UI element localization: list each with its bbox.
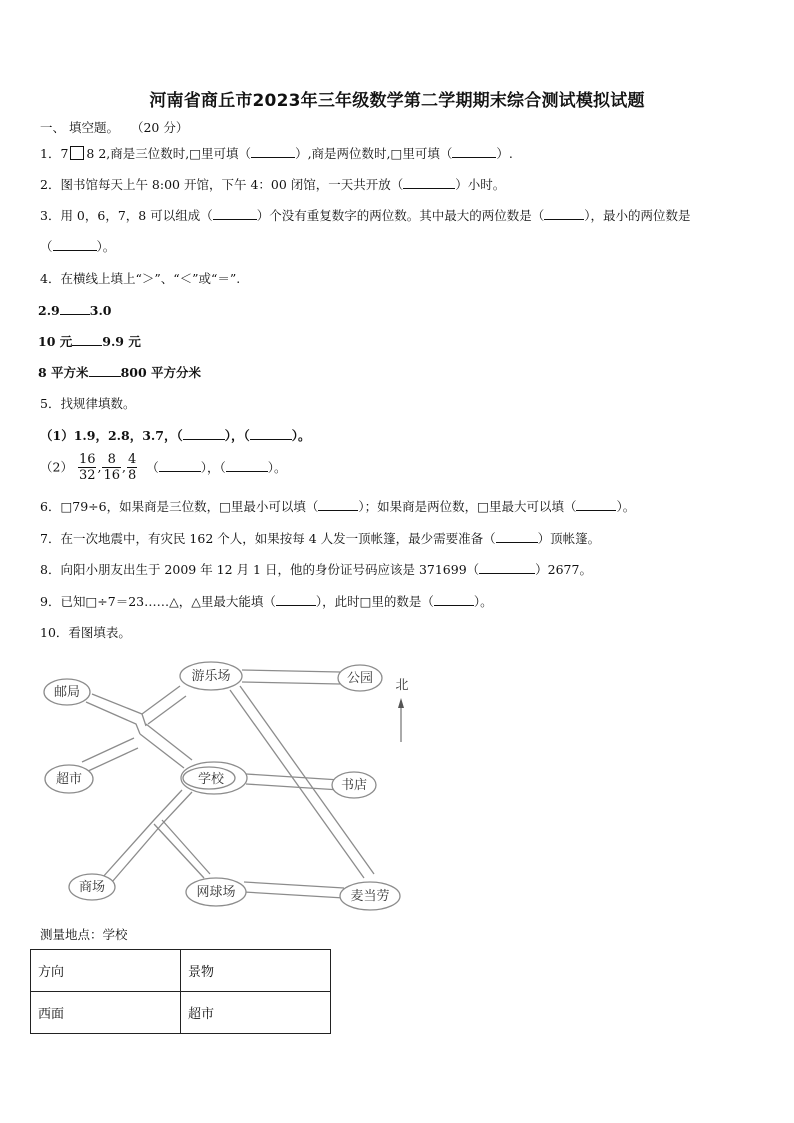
q4-item-2-left: 10 元 [38, 334, 73, 349]
place-supermarket: 超市 [55, 772, 83, 787]
q9-end: ）。 [473, 594, 493, 609]
q2-number: 2． [40, 177, 61, 192]
section-score: （20 分） [130, 120, 189, 135]
q4-item-2-right: 9.9 元 [102, 334, 141, 349]
q7-blank[interactable] [496, 531, 538, 543]
fraction-denominator: 16 [103, 468, 121, 483]
q7-text-b: ）顶帐篷。 [537, 531, 601, 546]
q1-end: ）. [496, 146, 513, 161]
q5-p2-mid: ），（ [200, 459, 226, 475]
q3-blank-3[interactable] [53, 239, 97, 251]
q4-item-3-blank[interactable] [89, 365, 121, 377]
q5-p1-seq: 1.9，2.8，3.7，（ [73, 428, 183, 443]
place-bookstore: 书店 [340, 778, 368, 793]
place-post-office: 邮局 [53, 685, 81, 700]
fraction-numerator: 8 [102, 452, 121, 468]
fraction-numerator: 4 [128, 452, 137, 467]
q5-p2-blank-2[interactable] [226, 460, 268, 472]
page-title: 河南省商丘市2023年三年级数学第二学期期末综合测试模拟试题 [149, 91, 645, 111]
q1-blank-1[interactable] [251, 146, 295, 158]
question-8 [40, 562, 592, 578]
q6-blank-1[interactable] [318, 499, 358, 511]
question-10 [40, 625, 131, 641]
q5-p1-end: ）。 [291, 428, 311, 443]
q2-blank[interactable] [403, 177, 455, 189]
q9-text-a: 已知□÷7＝23……△，△里最大能填（ [60, 594, 276, 609]
direction-table [30, 949, 331, 1034]
q5-p1-mid: ），（ [224, 428, 250, 443]
q4-item-3-right: 800 平方分米 [120, 365, 202, 380]
q4-item-1-right: 3.0 [89, 303, 112, 318]
q1-dividend-tail: 8 2 [86, 146, 107, 161]
q7-text-a: 在一次地震中，有灾民 162 个人，如果按每 4 人发一顶帐篷，最少需要准备（ [60, 531, 496, 546]
map-diagram [34, 652, 414, 914]
q6-text-b: ）；如果商是两位数，□里最大可以填（ [358, 499, 577, 514]
q5-number: 5． [40, 396, 61, 411]
q5-p2-end: ）。 [267, 459, 287, 475]
q10-text: 看图填表。 [68, 625, 131, 640]
q1-text-b: ）,商是两位数时,□里可填（ [295, 146, 453, 161]
q3-blank-1[interactable] [213, 208, 257, 220]
q3-number: 3． [40, 208, 61, 223]
q3-text-a: 用 0，6，7，8 可以组成（ [60, 208, 213, 223]
fraction-numerator: 16 [78, 452, 96, 467]
q5-part-1 [40, 428, 310, 444]
q1-dividend-lead: 7 [60, 146, 69, 161]
q6-end: ）。 [616, 499, 636, 514]
q8-blank[interactable] [479, 562, 535, 574]
q4-item-1-blank[interactable] [60, 303, 90, 315]
fraction-denominator: 32 [78, 468, 96, 483]
q5-p2-label: （2） [40, 459, 73, 475]
place-amusement-park: 游乐场 [191, 669, 231, 684]
q4-item-1 [38, 303, 112, 319]
q8-text-a: 向阳小朋友出生于 2009 年 12 月 1 日，他的身份证号码应该是 371699（ [60, 562, 480, 577]
q5-p1-label: （1） [40, 428, 74, 443]
q1-blank-2[interactable] [452, 146, 496, 158]
q6-text-a: □79÷6，如果商是三位数，□里最小可以填（ [60, 499, 319, 514]
q9-text-b: ），此时□里的数是（ [315, 594, 434, 609]
question-1 [40, 146, 513, 162]
question-9 [40, 594, 493, 610]
cell-landmark[interactable]: 超市 [181, 992, 331, 1034]
north-arrow-icon [398, 698, 404, 742]
q3-line2-close: ）。 [96, 239, 116, 254]
fraction [78, 452, 97, 483]
place-tennis-court: 网球场 [196, 885, 236, 900]
q4-item-3 [38, 365, 201, 381]
q9-number: 9． [40, 594, 61, 609]
cell-direction[interactable]: 西面 [31, 992, 181, 1034]
q3-line2-open: （ [40, 239, 53, 254]
q2-text-b: ）小时。 [455, 177, 506, 192]
q1-box-blank[interactable] [70, 146, 84, 160]
header-landmark: 景物 [181, 950, 331, 992]
section-label: 一、 填空题。 [40, 120, 119, 135]
place-park: 公园 [346, 671, 374, 686]
q9-blank-1[interactable] [276, 594, 316, 606]
q3-text-c: ），最小的两位数是 [584, 208, 691, 223]
q2-text-a: 图书馆每天上午 8:00 开馆，下午 4：00 闭馆，一天共开放（ [60, 177, 404, 192]
q5-p1-blank-1[interactable] [183, 428, 225, 440]
place-mall: 商场 [78, 880, 106, 895]
place-mcdonalds: 麦当劳 [350, 889, 390, 904]
section-heading [40, 120, 188, 136]
question-7 [40, 531, 600, 547]
q5-p2-blank-1[interactable] [159, 460, 201, 472]
q4-item-1-left: 2.9 [38, 303, 60, 318]
q6-blank-2[interactable] [576, 499, 616, 511]
q3-text-b: ）个没有重复数字的两位数。其中最大的两位数是（ [256, 208, 545, 223]
q6-number: 6． [40, 499, 61, 514]
q4-item-3-left: 8 平方米 [38, 365, 89, 380]
q8-number: 8． [40, 562, 61, 577]
question-2 [40, 177, 505, 193]
question-3-line-2 [40, 239, 115, 255]
question-6 [40, 499, 635, 515]
q9-blank-2[interactable] [434, 594, 474, 606]
q10-number: 10． [40, 625, 69, 640]
question-3 [40, 208, 691, 224]
q3-blank-2[interactable] [544, 208, 584, 220]
measure-location: 测量地点：学校 [40, 927, 128, 942]
q5-p1-blank-2[interactable] [250, 428, 292, 440]
q4-item-2-blank[interactable] [72, 334, 102, 346]
fraction [127, 452, 137, 483]
table-row [31, 992, 331, 1034]
q5-part-2: （2） $\frac{16}{32}$ , $\frac{8}{16}$ , $\frac{4}{8}$ （ ），（ ）。 [40, 452, 287, 483]
q1-number: 1． [40, 146, 61, 161]
q1-text-a: ,商是三位数时,□里可填（ [106, 146, 252, 161]
fraction-denominator: 8 [128, 468, 137, 483]
north-label: 北 [395, 678, 409, 693]
table-header-row [31, 950, 331, 992]
question-4 [40, 271, 240, 287]
q4-item-2 [38, 334, 141, 350]
q4-text: 在横线上填上“＞”、“＜”或“＝”. [60, 271, 241, 286]
q5-p2-open: （ [146, 459, 159, 475]
fraction [102, 452, 121, 483]
q8-text-b: ）2677。 [535, 562, 592, 577]
place-school: 学校 [197, 772, 225, 787]
q7-number: 7． [40, 531, 61, 546]
q4-number: 4． [40, 271, 61, 286]
q5-text: 找规律填数。 [60, 396, 136, 411]
question-5 [40, 396, 135, 412]
header-direction: 方向 [31, 950, 181, 992]
